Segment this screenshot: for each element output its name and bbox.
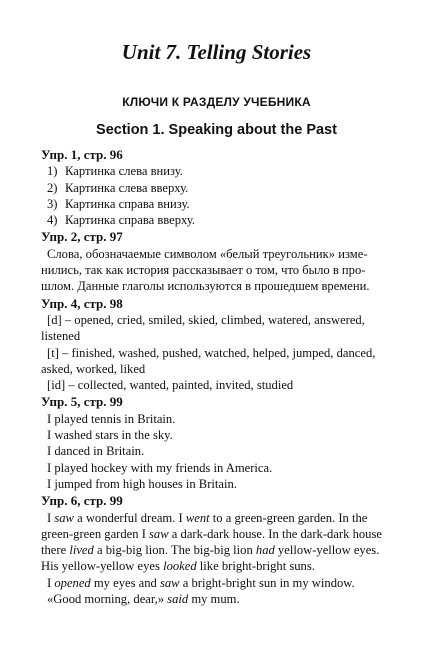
exercise-heading: Упр. 6, стр. 99 [41,493,123,509]
exercise-heading: Упр. 4, стр. 98 [41,295,123,311]
text-line: listened [41,329,81,344]
text-line: Слова, обозначаемые символом «белый треугольник» изме- [47,246,368,261]
text-line: His yellow-yellow eyes looked like bright-bright suns. [41,559,315,574]
text-line: [t] – finished, washed, pushed, watched, helped, jumped, danced, [47,345,376,360]
exercise-heading: Упр. 2, стр. 97 [41,229,123,245]
text-line: [d] – opened, cried, smiled, skied, climbed, watered, answered, [47,312,365,327]
answer-content [41,146,389,607]
exercise-5 [41,394,389,492]
item-number: 1) [47,164,58,179]
text-line: I played hockey with my friends in America. [47,460,273,475]
text-line: I played tennis in Britain. [47,411,176,426]
item-text: Картинка слева внизу. [65,164,183,179]
list-item [41,163,389,179]
keys-heading: КЛЮЧИ К РАЗДЕЛУ УЧЕБНИКА [122,95,311,109]
text-line: I saw a wonderful dream. I went to a green-green garden. In the [47,510,368,525]
exercise-2 [41,229,389,294]
exercise-heading: Упр. 5, стр. 99 [41,394,123,410]
text-line: шлом. Данные глаголы используются в прошедшем времени. [41,279,370,294]
exercise-4 [41,296,389,394]
exercise-heading: Упр. 1, стр. 96 [41,147,123,162]
exercise-6 [41,493,389,607]
exercise-1 [41,147,389,228]
text-line: I jumped from high houses in Britain. [47,476,237,491]
item-text: Картинка справа вверху. [65,213,196,228]
text-line: [id] – collected, wanted, painted, invited, studied [47,378,294,393]
list-item [41,212,389,228]
item-text: Картинка справа внизу. [65,196,190,211]
text-line: I danced in Britain. [47,444,145,459]
list-item [41,196,389,212]
text-line: I opened my eyes and saw a bright-bright sun in my window. [47,575,355,590]
item-text: Картинка слева вверху. [65,180,189,195]
text-line: нились, так как история рассказывает о том, что было в про- [41,263,366,278]
item-number: 2) [47,180,58,195]
text-line: asked, worked, liked [41,361,146,376]
item-number: 4) [47,213,58,228]
item-number: 3) [47,196,58,211]
text-line: there lived a big-big lion. The big-big lion had yellow-yellow eyes. [41,543,380,558]
picture-list [41,163,389,228]
unit-title: Unit 7. Telling Stories [121,40,312,64]
text-line: «Good morning, dear,» said my mum. [47,592,240,607]
section-heading: Section 1. Speaking about the Past [96,122,337,138]
list-item [41,180,389,196]
text-line: I washed stars in the sky. [47,428,173,443]
text-line: green-green garden I saw a dark-dark house. In the dark-dark house [41,526,382,541]
